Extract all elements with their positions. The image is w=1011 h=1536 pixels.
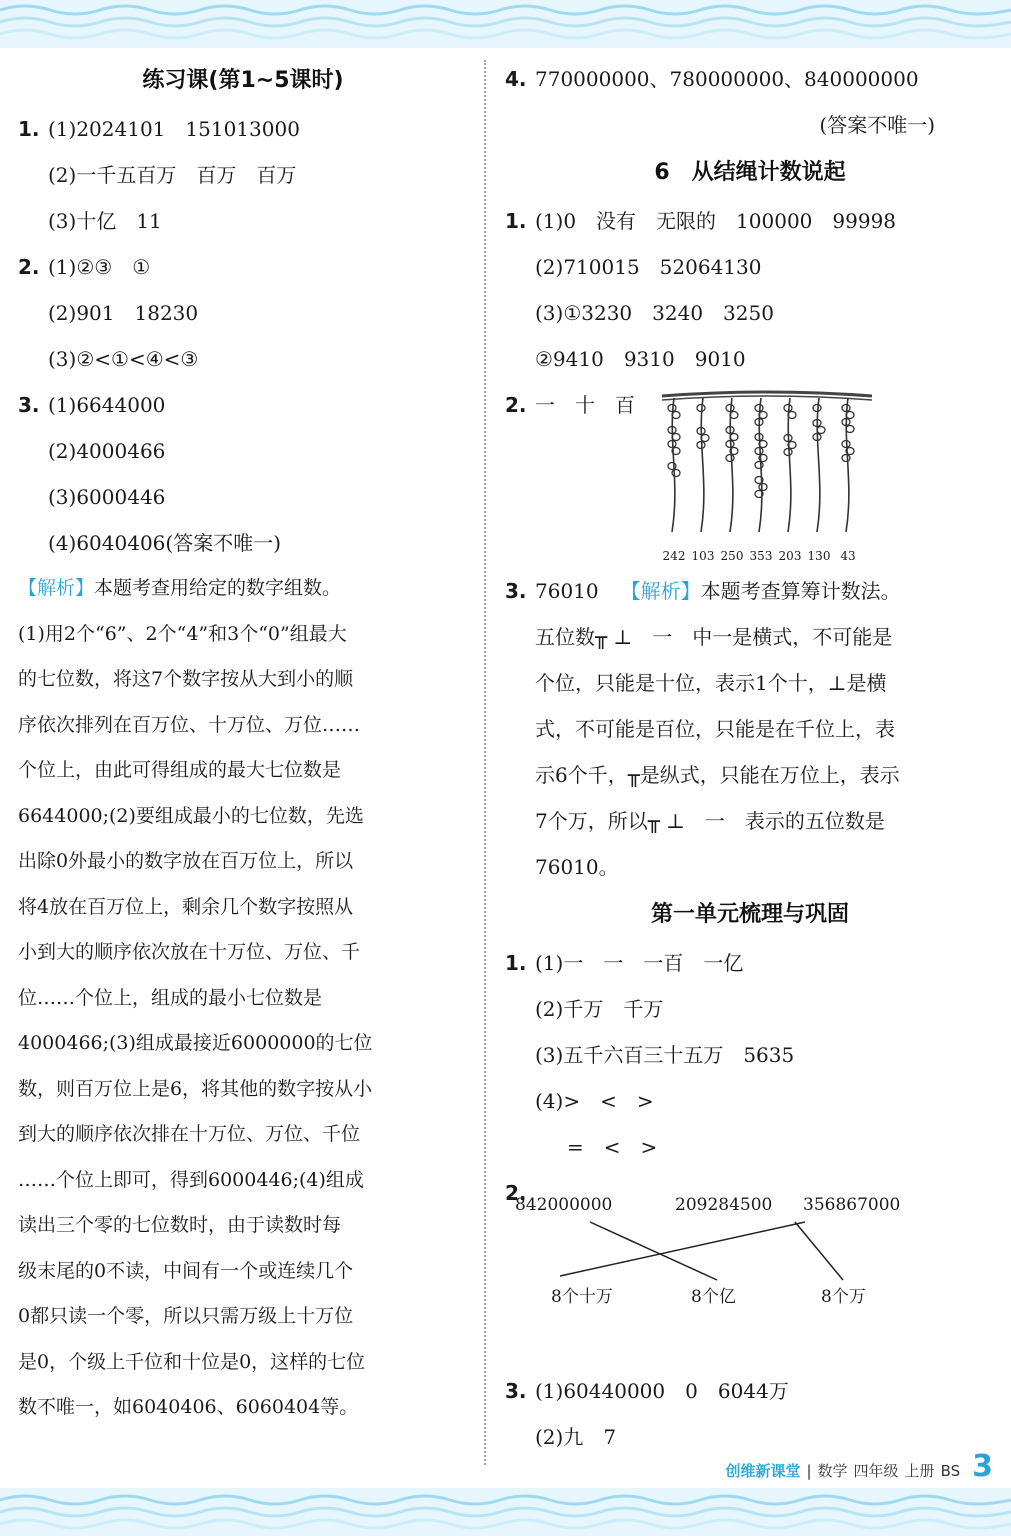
left-column [18,56,468,1431]
brand-name: 创维新课堂 [725,1462,801,1480]
top-number: 209284500 [675,1195,773,1215]
lesson6-answer-1-line-1: 1. (1)0 没有 无限的 100000 99998 [505,198,995,244]
question-number: 1. [505,951,527,975]
rope-knot [842,405,850,412]
analysis-line: 数，则百万位上是6，将其他的数字按从小 [18,1077,373,1100]
rope-knot [726,405,734,412]
analysis-line: 位……个位上，组成的最小七位数是 [18,986,323,1009]
answer-2-line-2: (2)901 18230 [48,301,199,325]
match-line [560,1222,805,1276]
rope-knot [813,405,821,412]
knotted-rope-figure [660,382,875,568]
bottom-label: 8个亿 [691,1287,736,1307]
section-title-unit-review: 第一单元梳理与巩固 [650,902,849,927]
analysis-tag: 【解析】 [18,577,95,599]
rope-knot [668,463,676,470]
bottom-wave-decoration [0,1488,1011,1536]
question-number: 1. [505,209,527,233]
rope-knot [755,448,763,455]
bottom-label: 8个十万 [551,1287,613,1307]
rope-knot [755,405,763,412]
answer-1-line-1: 1. (1)2024101 151013000 [18,106,468,152]
analysis-line: 示6个千，╥是纵式，只能在万位上，表示 [535,763,900,787]
page-number: 3 [972,1449,993,1484]
top-wave-decoration [0,0,1011,48]
analysis-line: 是0，个级上千位和十位是0，这样的七位 [18,1350,366,1373]
unit-answer-1-line-5: = < > [567,1135,658,1159]
analysis-line: 五位数╥ ⊥ 一 中一是横式，不可能是 [535,625,893,649]
analysis-line: 出除0外最小的数字放在百万位上，所以 [18,850,354,872]
column-divider [484,60,486,1465]
analysis-line: 7个万，所以╥ ⊥ 一 表示的五位数是 [535,809,885,833]
unit-answer-1-line-1: 1. (1)一 一 一百 一亿 [505,940,995,986]
question-number: 2. [18,255,40,279]
answer-4-line: 4. 770000000、780000000、840000000 [505,56,995,102]
analysis-line: 到大的顺序依次排在十万位、万位、千位 [18,1123,361,1145]
answer-1-line-2: (2)一千五百万 百万 百万 [48,163,297,187]
section-title-lesson-6: 6 从结绳计数说起 [654,160,846,185]
rope-value-label: 353 [749,549,773,563]
analysis-line: ……个位上即可，得到6000446;(4)组成 [18,1168,364,1191]
rope-knot [672,470,680,477]
bottom-label: 8个万 [821,1287,866,1307]
match-line [795,1222,843,1280]
question-number: 2. [505,1181,527,1205]
lesson6-answer-1-line-4: ②9410 9310 9010 [535,347,746,371]
answer-3-line-1: 3. (1)6644000 [18,382,468,428]
rope-knot [697,405,705,412]
rope-value-label: 250 [720,549,744,563]
answer-3-line-4: (4)6040406(答案不唯一) [48,531,282,555]
footer-volume: 上册 [904,1462,935,1480]
answer-2-line-1: 2. (1)②③ ① [18,244,468,290]
matching-lines-figure [505,1170,995,1368]
analysis-line: 小到大的顺序依次放在十万位、万位、千 [18,941,361,963]
page-footer: 创维新课堂 | 数学 四年级 上册 BS 3 [725,1449,993,1484]
analysis-line: 序依次排列在百万位、十万位、万位…… [18,713,361,736]
question-number: 1. [18,117,40,141]
rope-strand [817,398,820,532]
answer-4-note: (答案不唯一) [819,113,935,137]
analysis-line: 将4放在百万位上，剩余几个数字按照从 [18,895,354,918]
analysis-line: 4000466;(3)组成最接近6000000的七位 [18,1032,373,1054]
section-title-practice: 练习课(第1~5课时) [142,68,344,93]
footer-grade: 四年级 [853,1462,899,1480]
question-number: 3. [505,1379,527,1403]
lesson6-answer-3-line-1: 3. 76010 【解析】本题考查算筹计数法。 [505,568,995,614]
analysis-line: 6644000;(2)要组成最小的七位数，先选 [18,804,364,827]
question-number: 4. [505,67,527,91]
rope-value-label: 242 [662,549,686,563]
analysis-line: 76010。 [535,855,619,879]
unit-answer-2-matching [505,1170,995,1368]
match-line [590,1222,717,1280]
analysis-line: 个位上，由此可得组成的最大七位数是 [18,759,342,781]
analysis-line: 读出三个零的七位数时，由于读数时每 [18,1214,342,1236]
analysis-line: 级末尾的0不读，中间有一个或连续几个 [18,1259,354,1282]
analysis-line: 0都只读一个零，所以只需万级上十万位 [18,1305,354,1327]
unit-answer-1-line-3: (3)五千六百三十五万 5635 [535,1043,795,1067]
unit-answer-3-line-2: (2)九 7 [535,1425,617,1449]
analysis-line: (1)用2个“6”、2个“4”和3个“0”组最大 [18,622,347,645]
question-number: 2. [505,393,527,417]
rope-value-label: 103 [691,549,715,563]
rope-strand [701,398,704,532]
analysis-block [18,566,468,1431]
rope-knot [784,449,792,456]
question-number: 3. [505,579,527,603]
footer-subject: 数学 [817,1462,848,1480]
answer-1-line-3: (3)十亿 11 [48,209,162,233]
rope-knot [784,405,792,412]
rope-knot [726,455,734,462]
answer-3-line-2: (2)4000466 [48,439,166,463]
analysis-line: 数不唯一，如6040406、6060404等。 [18,1396,359,1418]
unit-answer-3-line-1: 3. (1)60440000 0 6044万 [505,1368,995,1414]
footer-edition: BS [940,1462,961,1480]
rope-value-label: 130 [807,549,831,563]
rope-knot [842,455,850,462]
rope-knot [755,462,763,469]
lesson6-answer-2 [505,382,995,568]
analysis-line: 【解析】本题考查用给定的数字组数。 [18,577,342,599]
question-number: 3. [18,393,40,417]
unit-answer-1-line-4: (4)> < > [535,1089,654,1113]
rope-knot [759,484,767,491]
answer-2-line-3: (3)②<①<④<③ [48,347,199,371]
analysis-line: 的七位数，将这7个数字按从大到小的顺 [18,668,354,690]
unit-answer-1-line-2: (2)千万 千万 [535,997,664,1021]
answer-3-line-3: (3)6000446 [48,485,166,509]
lesson6-answer-1-line-2: (2)710015 52064130 [535,255,762,279]
analysis-tag: 【解析】 [620,579,701,603]
rope-value-label: 43 [840,549,856,563]
right-column [505,56,995,1460]
top-number: 842000000 [515,1195,613,1215]
rope-knot [668,405,676,412]
top-number: 356867000 [803,1195,901,1215]
analysis-line: 式，不可能是百位，只能是在千位上，表 [535,717,895,741]
analysis-line: 个位，只能是十位，表示1个十，⊥是横 [535,671,887,695]
rope-value-label: 203 [778,549,802,563]
lesson6-answer-2-label: 2. 一 十 百 [505,382,635,428]
lesson6-answer-1-line-3: (3)①3230 3240 3250 [535,301,774,325]
